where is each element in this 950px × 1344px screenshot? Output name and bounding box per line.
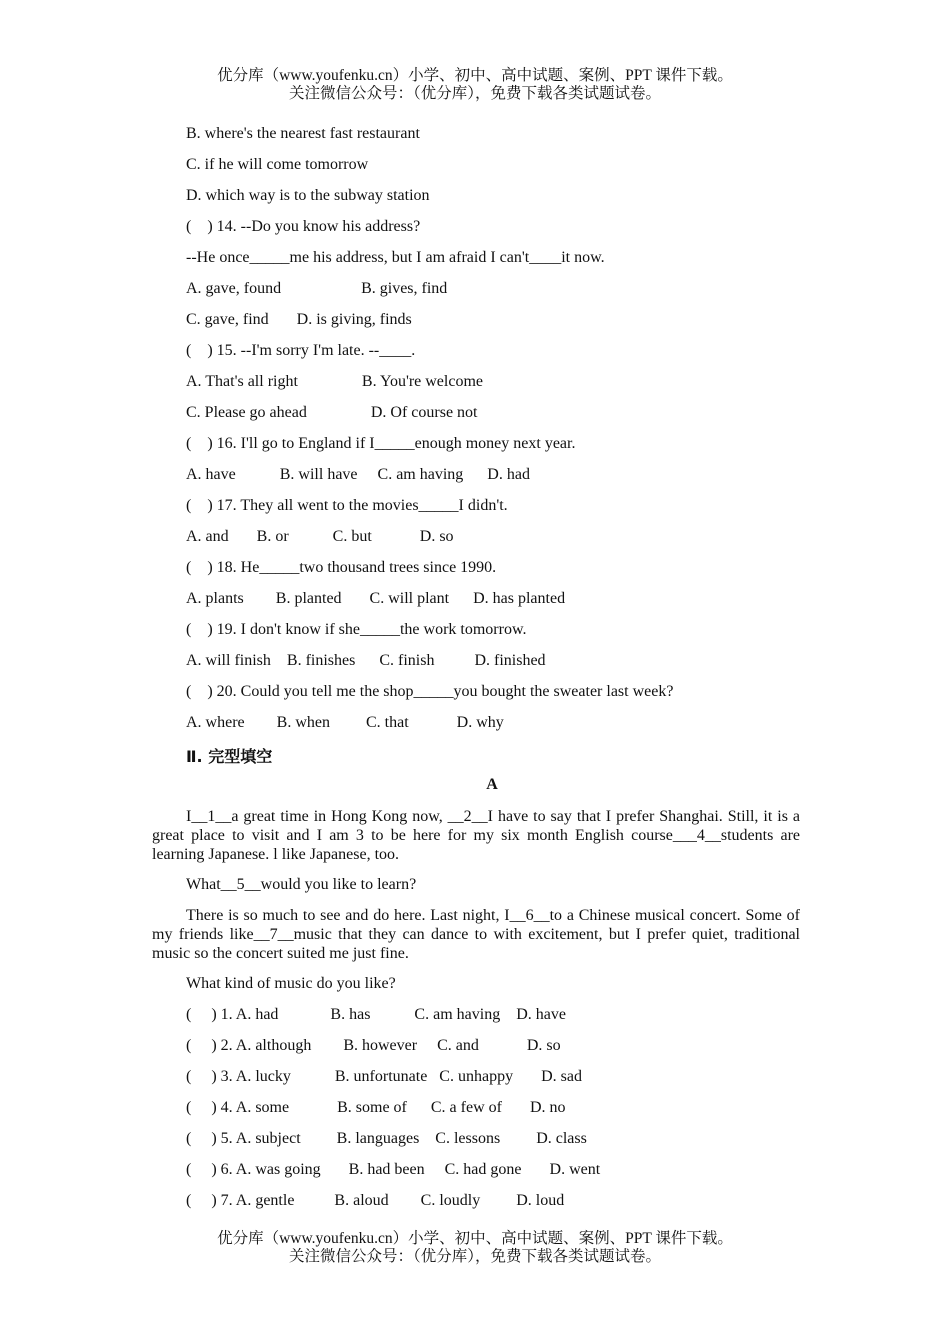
- question-line: A. gave, found B. gives, find: [186, 280, 448, 297]
- question-line: ( ) 18. He_____two thousand trees since 1990.: [186, 559, 497, 576]
- question-line: D. which way is to the subway station: [186, 187, 430, 204]
- question-line: B. where's the nearest fast restaurant: [186, 125, 420, 142]
- choice-line: ( ) 4. A. some B. some of C. a few of D. no: [186, 1099, 566, 1116]
- question-line: ( ) 15. --I'm sorry I'm late. --____.: [186, 342, 416, 359]
- page-header: [0, 67, 950, 103]
- section-title: Ⅱ. 完型填空: [186, 747, 273, 766]
- choice-line: ( ) 3. A. lucky B. unfortunate C. unhappy D. sad: [186, 1068, 582, 1085]
- passage-paragraph: What__5__would you like to learn?: [186, 876, 417, 893]
- footer-line-2: 关注微信公众号：（优分库），免费下载各类试题试卷。: [288, 1248, 661, 1265]
- question-line: ( ) 16. I'll go to England if I_____enough money next year.: [186, 435, 576, 452]
- question-line: ( ) 19. I don't know if she_____the work tomorrow.: [186, 621, 527, 638]
- choice-line: ( ) 1. A. had B. has C. am having D. have: [186, 1006, 566, 1023]
- question-line: C. if he will come tomorrow: [186, 156, 369, 173]
- question-line: A. have B. will have C. am having D. had: [186, 466, 530, 483]
- passage-paragraph: I__1__a great time in Hong Kong now, __2__I have to say that I prefer Shanghai. Still, it is a great place to visit and I am 3 to be here for my six month English course___4__students are learning Japanese. l like Japanese, too.: [152, 808, 800, 863]
- passage-paragraph: There is so much to see and do here. Last night, I__6__to a Chinese musical concert. Some of my friends like__7__music that they can dance to with excitement, but I prefer quiet, traditional music so the concert suited me just fine.: [152, 907, 800, 962]
- header-line-2: 关注微信公众号：（优分库），免费下载各类试题试卷。: [288, 85, 661, 102]
- question-line: A. That's all right B. You're welcome: [186, 373, 483, 390]
- part-label: A: [486, 776, 498, 793]
- question-line: ( ) 20. Could you tell me the shop_____you bought the sweater last week?: [186, 683, 674, 700]
- question-line: C. Please go ahead D. Of course not: [186, 404, 478, 421]
- question-line: ( ) 14. --Do you know his address?: [186, 218, 421, 235]
- choice-line: ( ) 7. A. gentle B. aloud C. loudly D. loud: [186, 1192, 565, 1209]
- choice-line: ( ) 6. A. was going B. had been C. had gone D. went: [186, 1161, 601, 1178]
- question-line: A. will finish B. finishes C. finish D. finished: [186, 652, 546, 669]
- question-line: --He once_____me his address, but I am afraid I can't____it now.: [186, 249, 605, 266]
- question-line: A. where B. when C. that D. why: [186, 714, 504, 731]
- question-line: ( ) 17. They all went to the movies_____I didn't.: [186, 497, 508, 514]
- header-line-1: 优分库（www.youfenku.cn）小学、初中、高中试题、案例、PPT 课件下载。: [217, 67, 733, 84]
- page-footer: [0, 1230, 950, 1266]
- choice-line: ( ) 5. A. subject B. languages C. lessons D. class: [186, 1130, 587, 1147]
- footer-line-1: 优分库（www.youfenku.cn）小学、初中、高中试题、案例、PPT 课件下载。: [217, 1230, 733, 1247]
- passage-paragraph: What kind of music do you like?: [186, 975, 396, 992]
- question-line: A. plants B. planted C. will plant D. has planted: [186, 590, 566, 607]
- question-line: A. and B. or C. but D. so: [186, 528, 454, 545]
- question-line: C. gave, find D. is giving, finds: [186, 311, 412, 328]
- choice-line: ( ) 2. A. although B. however C. and D. so: [186, 1037, 561, 1054]
